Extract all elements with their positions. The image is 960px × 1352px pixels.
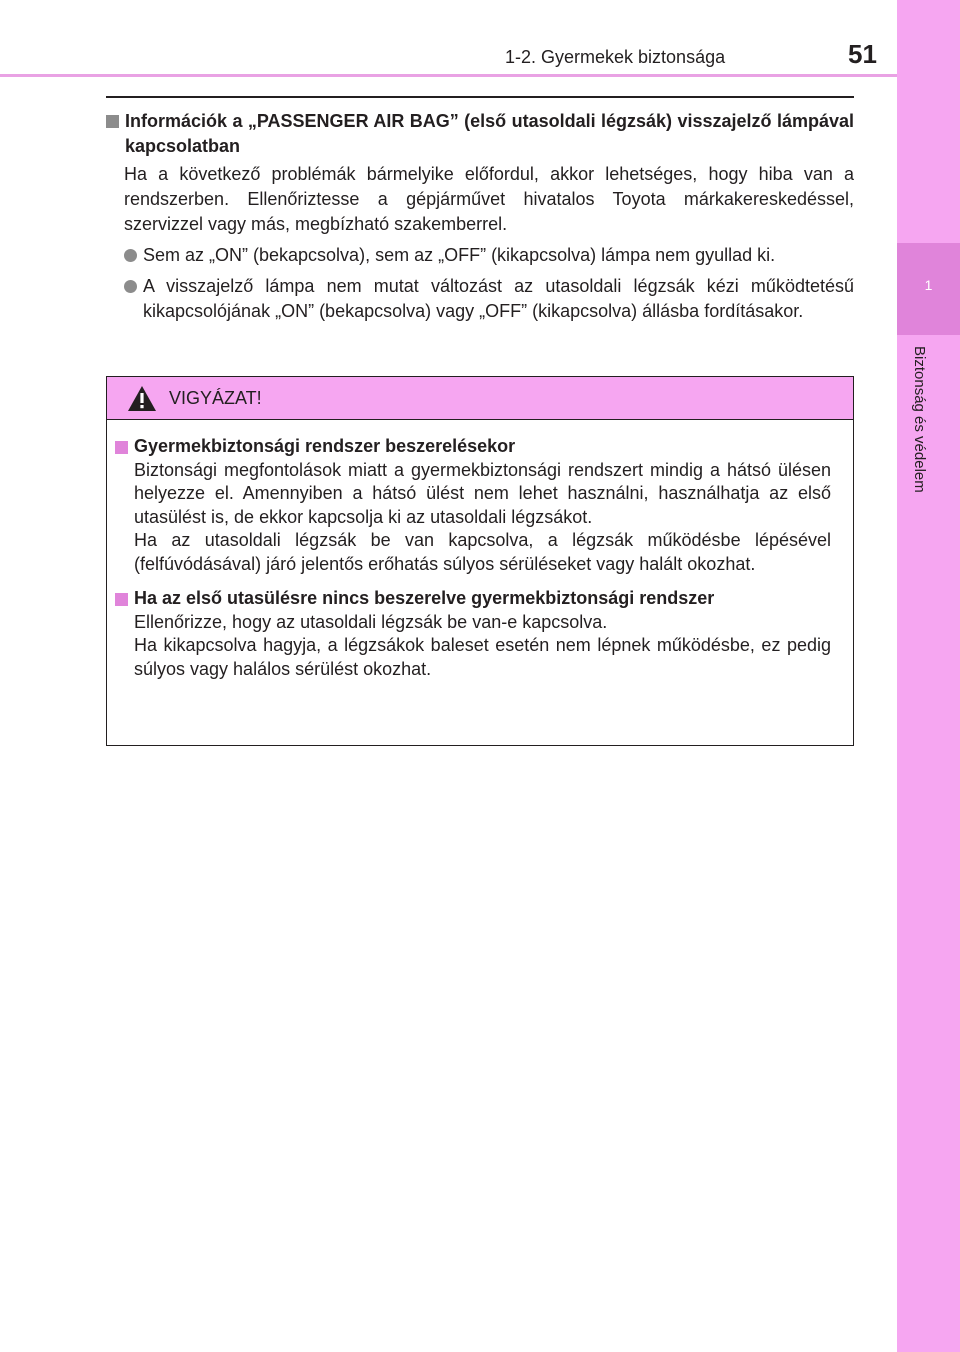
warning-item-heading: Ha az első utasülésre nincs beszerelve gyermekbiztonsági rendszer	[134, 588, 715, 608]
page-number: 51	[848, 39, 877, 69]
bullet-item	[124, 243, 854, 268]
bullet-item	[124, 274, 854, 324]
warning-body	[107, 420, 853, 681]
warning-header	[107, 377, 853, 420]
warning-box	[106, 376, 854, 746]
warning-paragraph: Ha az utasoldali légzsák be van kapcsolva, a légzsák működésbe lépésével (felfúvódásával) járó jelentős erőhatás súlyos sérüléseket vagy halált okozhat.	[134, 530, 831, 574]
circle-bullet-icon	[124, 280, 137, 293]
warning-item-heading-row	[115, 587, 831, 611]
square-bullet-icon	[115, 593, 128, 606]
square-bullet-icon	[106, 115, 119, 128]
warning-paragraph: Biztonsági megfontolások miatt a gyermekbiztonsági rendszert mindig a hátsó ülésen helyezze el. Amennyiben a hátsó ülést nem lehet használni, használhatja az első utasülést is, de ekkor kapcsolja ki az utasoldali légzsákot.	[134, 459, 831, 527]
side-chapter-title: Biztonság és védelem	[911, 346, 928, 493]
side-chapter-number: 1	[924, 277, 933, 293]
warning-paragraph: Ellenőrizze, hogy az utasoldali légzsák be van-e kapcsolva.	[134, 611, 608, 632]
section-intro: Ha a következő problémák bármelyike előfordul, akkor lehetséges, hogy hiba van a rendszerben. Ellenőriztesse a gépjárművet hivatalos Toyota márkakereskedéssel, szervizzel vagy más, megbízható szakemberrel.	[124, 164, 854, 234]
warning-item-heading: Gyermekbiztonsági rendszer beszerelésekor	[134, 436, 516, 456]
section-heading: Információk a „PASSENGER AIR BAG” (első utasoldali légzsák) visszajelző lámpával kapcsolatban	[125, 111, 854, 156]
warning-item-heading-row	[115, 435, 831, 459]
bullet-text: Sem az „ON” (bekapcsolva), sem az „OFF” (kikapcsolva) lámpa nem gyullad ki.	[143, 245, 776, 265]
bullet-text: A visszajelző lámpa nem mutat változást az utasoldali légzsák kézi működtetésű kikapcsolójának „ON” (bekapcsolva) vagy „OFF” (kikapcsolva) állásba fordításakor.	[143, 276, 854, 321]
side-tab	[897, 0, 960, 1352]
warning-triangle-icon	[127, 385, 157, 417]
circle-bullet-icon	[124, 249, 137, 262]
warning-title: VIGYÁZAT!	[169, 388, 262, 408]
section-top-rule	[106, 96, 854, 98]
square-bullet-icon	[115, 441, 128, 454]
header-section-title: 1-2. Gyermekek biztonsága	[505, 47, 726, 67]
info-section	[106, 109, 854, 324]
section-heading-row	[106, 109, 854, 159]
warning-paragraph: Ha kikapcsolva hagyja, a légzsákok baleset esetén nem lépnek működésbe, ez pedig súlyos vagy halálos sérülést okozhat.	[134, 635, 831, 679]
header-rule	[0, 74, 897, 77]
